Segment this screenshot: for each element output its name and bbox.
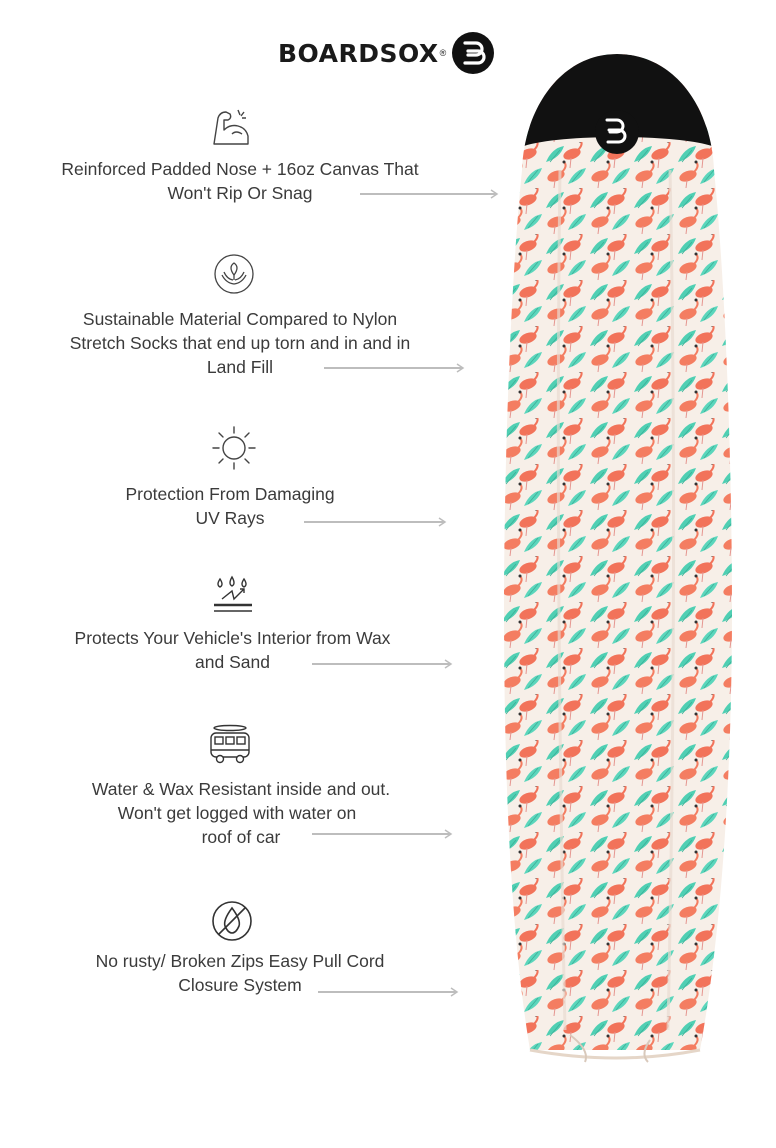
water-drops-surface-icon: [212, 575, 254, 620]
arrow-pointer: [322, 363, 466, 373]
arrow-pointer: [310, 659, 454, 669]
feature-line: Stretch Socks that end up torn and in and in: [69, 333, 411, 353]
feature-line: No rusty/ Broken Zips Easy Pull Cord: [95, 951, 385, 971]
leaf-hands-eco-icon: [213, 253, 255, 300]
feature-line: Closure System: [178, 975, 302, 995]
flexed-bicep-icon: [210, 106, 252, 153]
arrow-pointer: [316, 987, 460, 997]
brand-name: BOARDSOX: [278, 38, 439, 68]
feature-line: Won't get logged with water on: [117, 803, 357, 823]
brand-logo: [278, 30, 494, 76]
feature-line: Sustainable Material Compared to Nylon: [82, 309, 398, 329]
feature-line: and Sand: [195, 652, 270, 672]
van-with-surfboard-icon: [207, 724, 253, 771]
board-sock-image: [500, 50, 735, 1070]
arrow-pointer: [302, 517, 448, 527]
feature-line: roof of car: [201, 827, 281, 847]
arrow-pointer: [310, 829, 454, 839]
feature-line: Reinforced Padded Nose + 16oz Canvas That: [61, 159, 419, 179]
feature-line: UV Rays: [195, 508, 265, 528]
feature-line: Land Fill: [206, 357, 274, 377]
registered-mark: ®: [439, 48, 447, 58]
brand-badge-icon: [452, 32, 494, 74]
feature-line: Protects Your Vehicle's Interior from Wax: [74, 628, 391, 648]
no-water-drop-icon: [211, 900, 253, 947]
feature-line: Protection From Damaging: [125, 484, 335, 504]
feature-line: Water & Wax Resistant inside and out.: [91, 779, 391, 799]
sun-icon: [211, 425, 257, 476]
arrow-pointer: [358, 189, 500, 199]
feature-line: Won't Rip Or Snag: [167, 183, 313, 203]
